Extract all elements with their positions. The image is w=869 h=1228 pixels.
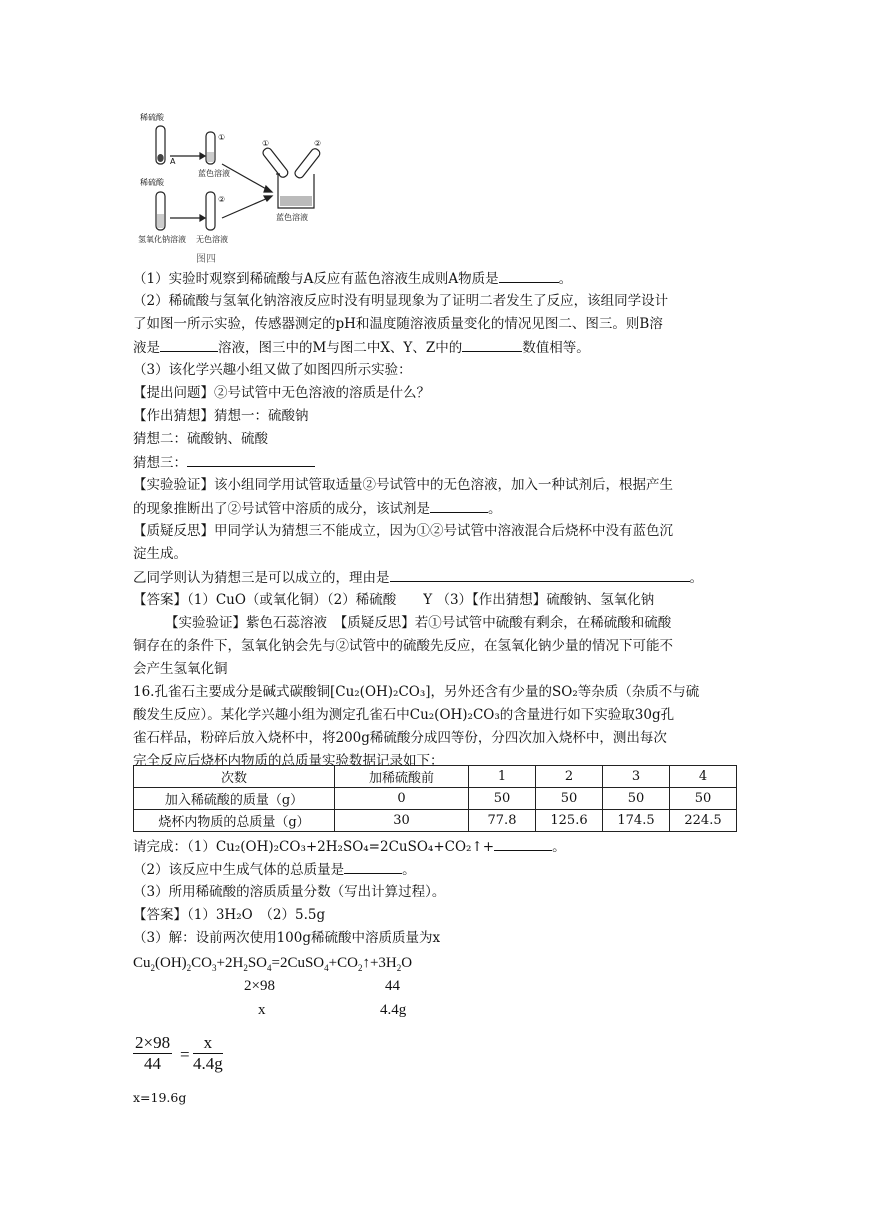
text-line-content: 雀石样品，粉碎后放入烧杯中，将200g稀硫酸分成四等份，分四次加入烧杯中，测出每次 xyxy=(133,730,667,746)
text-line-content: 铜存在的条件下，氢氧化钠会先与②试管中的硫酸先反应，在氢氧化钠少量的情况下可能不 xyxy=(133,638,673,654)
text-line xyxy=(133,659,743,679)
table-cell: 30 xyxy=(335,810,469,832)
text-line xyxy=(133,268,743,289)
table-cell: 50 xyxy=(469,788,536,810)
text-line-content: 【答案】（1）3H₂O （2）5.5g xyxy=(133,907,326,923)
text-line xyxy=(133,452,743,473)
text-line-content: （3）所用稀硫酸的溶质质量分数（写出计算过程）。 xyxy=(133,884,446,900)
text-line-tail: 数值相等。 xyxy=(522,340,590,356)
text-line-tail: 溶液，图三中的M与图二中X、Y、Z中的 xyxy=(218,340,463,356)
label-acid-bottom: 稀硫酸 xyxy=(140,178,164,187)
text-line xyxy=(133,728,743,748)
coef-acid: 2×98 xyxy=(244,978,275,994)
text-line xyxy=(133,498,743,519)
text-line-content: 【提出问题】②号试管中无色溶液的溶质是什么？ xyxy=(133,385,430,401)
fill-in-blank[interactable] xyxy=(430,498,488,513)
table-cell: 烧杯内物质的总质量（g） xyxy=(134,810,335,832)
text-line-content: 【实验验证】紫色石蕊溶液 【质疑反思】若①号试管中硫酸有剩余，在稀硫酸和硫酸 xyxy=(165,615,672,631)
table-cell: 加入稀硫酸的质量（g） xyxy=(134,788,335,810)
table-cell: 加稀硫酸前 xyxy=(335,766,469,788)
text-line xyxy=(133,682,743,702)
text-line-content: 酸发生反应）。某化学兴趣小组为测定孔雀石中Cu₂(OH)₂CO₃的含量进行如下实验取30g孔 xyxy=(133,707,675,723)
text-line-content: 猜想二：硫酸钠、硫酸 xyxy=(133,431,268,447)
text-line-content: 16.孔雀石主要成分是碱式碳酸铜[Cu₂(OH)₂CO₃]，另外还含有少量的SO₂等杂质（杂质不与硫 xyxy=(133,684,700,700)
text-line-tail: 。 xyxy=(689,570,703,586)
equals-sign: = xyxy=(180,1045,190,1064)
text-line-tail: 。 xyxy=(488,501,502,517)
fraction-right-num: x xyxy=(193,1033,223,1054)
fraction-left-den: 44 xyxy=(144,1054,162,1073)
text-line-content: 淀生成。 xyxy=(133,546,187,562)
text-line xyxy=(133,905,743,925)
text-line xyxy=(133,928,743,948)
table-header-row xyxy=(134,766,737,788)
text-line xyxy=(133,544,743,564)
table-cell: 50 xyxy=(670,788,737,810)
text-line-content: 猜想三： xyxy=(133,455,187,471)
text-line-tail: 。 xyxy=(402,862,416,878)
fraction-right-den: 4.4g xyxy=(193,1054,223,1073)
label-naoh: 氢氧化钠溶液 xyxy=(138,235,186,244)
text-line xyxy=(133,475,743,495)
text-line-content: 会产生氢氧化铜 xyxy=(133,661,228,677)
figure-caption: 图四 xyxy=(196,254,216,265)
var-x: x xyxy=(258,1002,266,1018)
var-mass: 4.4g xyxy=(380,1002,407,1018)
text-line xyxy=(133,859,743,880)
text-line xyxy=(133,590,743,610)
text-line xyxy=(165,613,775,633)
table-cell: 77.8 xyxy=(469,810,536,832)
fill-in-blank[interactable] xyxy=(344,859,402,874)
label-tube-1b: ① xyxy=(262,139,270,148)
result-line: x=19.6g xyxy=(133,1090,187,1105)
table-cell: 50 xyxy=(536,788,603,810)
label-colorless: 无色溶液 xyxy=(196,235,228,244)
text-line-content: （3）解：设前两次使用100g稀硫酸中溶质质量为x xyxy=(133,930,441,946)
text-line xyxy=(133,314,743,334)
text-line-content: 液是 xyxy=(133,340,160,356)
fill-in-blank[interactable] xyxy=(187,452,315,467)
fraction-right xyxy=(193,1033,223,1074)
text-line-tail: 。 xyxy=(558,271,573,287)
table-cell: 125.6 xyxy=(536,810,603,832)
text-line-tail: 。 xyxy=(552,839,566,855)
data-table xyxy=(133,765,737,832)
text-line xyxy=(133,636,743,656)
fill-in-blank[interactable] xyxy=(390,567,690,582)
label-tube-2: ② xyxy=(218,195,226,204)
table-cell: 50 xyxy=(603,788,670,810)
coef-co2: 44 xyxy=(385,978,400,994)
table-cell: 2 xyxy=(536,766,603,788)
table-cell: 174.5 xyxy=(603,810,670,832)
text-line-content: 的现象推断出了②号试管中溶质的成分，该试剂是 xyxy=(133,501,430,517)
text-line-content: 【质疑反思】甲同学认为猜想三不能成立，因为①②号试管中溶液混合后烧杯中没有蓝色沉 xyxy=(133,523,673,539)
text-line xyxy=(133,882,743,902)
text-line-content: 【实验验证】该小组同学用试管取适量②号试管中的无色溶液，加入一种试剂后，根据产生 xyxy=(133,477,673,493)
fill-in-blank[interactable] xyxy=(499,268,559,283)
table-cell: 1 xyxy=(469,766,536,788)
chemical-equation: $Cu_2(OH)_2CO_3+2H_2SO_4=2CuSO_4+CO_2↑+3H_2O$ xyxy=(133,955,413,973)
test-tube-2 xyxy=(206,192,215,230)
table-cell: 次数 xyxy=(134,766,335,788)
table-row xyxy=(134,788,737,810)
text-line-content: （2）稀硫酸与氢氧化钠溶液反应时没有明显现象为了证明二者发生了反应，该组同学设计 xyxy=(133,293,669,309)
fraction-left-num: 2×98 xyxy=(135,1033,171,1052)
text-line-content: （2）该反应中生成气体的总质量是 xyxy=(133,862,345,878)
text-line xyxy=(133,337,743,358)
table-row xyxy=(134,810,737,832)
text-line xyxy=(133,705,743,725)
text-line-content: 了如图一所示实验，传感器测定的pH和温度随溶液质量变化的情况见图二、图三。则B溶 xyxy=(133,316,663,332)
table-cell: 0 xyxy=(335,788,469,810)
fill-in-blank[interactable] xyxy=(160,337,218,352)
experiment-figure xyxy=(138,110,338,262)
text-line xyxy=(133,383,743,403)
table-cell: 3 xyxy=(603,766,670,788)
label-tube-1: ① xyxy=(218,133,226,142)
text-line xyxy=(133,291,743,311)
fill-in-blank[interactable] xyxy=(494,836,552,851)
label-tube-2b: ② xyxy=(314,139,322,148)
text-line-content: 请完成：（1）Cu₂(OH)₂CO₃+2H₂SO₄=2CuSO₄+CO₂↑+ xyxy=(133,839,495,855)
label-blue-solution-2: 蓝色溶液 xyxy=(276,213,308,222)
table-cell: 224.5 xyxy=(670,810,737,832)
text-line xyxy=(133,521,743,541)
text-line-content: 【作出猜想】猜想一：硫酸钠 xyxy=(133,408,309,424)
text-line-content: （1）实验时观察到稀硫酸与A反应有蓝色溶液生成则A物质是 xyxy=(133,271,499,287)
text-line-content: 乙同学则认为猜想三是可以成立的，理由是 xyxy=(133,570,390,586)
text-line xyxy=(133,360,743,380)
fraction-left xyxy=(133,1033,172,1074)
text-line xyxy=(133,429,743,449)
label-acid-top: 稀硫酸 xyxy=(140,113,164,122)
text-line-content: （3）该化学兴趣小组又做了如图四所示实验： xyxy=(133,362,412,378)
label-a: A xyxy=(170,157,176,166)
text-line xyxy=(133,406,743,426)
text-line xyxy=(133,567,743,588)
fill-in-blank[interactable] xyxy=(462,337,522,352)
label-blue-solution-1: 蓝色溶液 xyxy=(198,169,230,178)
text-line xyxy=(133,836,743,857)
text-line-content: 完全反应后烧杯内物质的总质量实验数据记录如下： xyxy=(133,753,444,769)
table-cell: 4 xyxy=(670,766,737,788)
text-line-content: 【答案】（1）CuO（或氧化铜）（2）稀硫酸 Y （3）【作出猜想】硫酸钠、氢氧化钠 xyxy=(133,592,655,608)
